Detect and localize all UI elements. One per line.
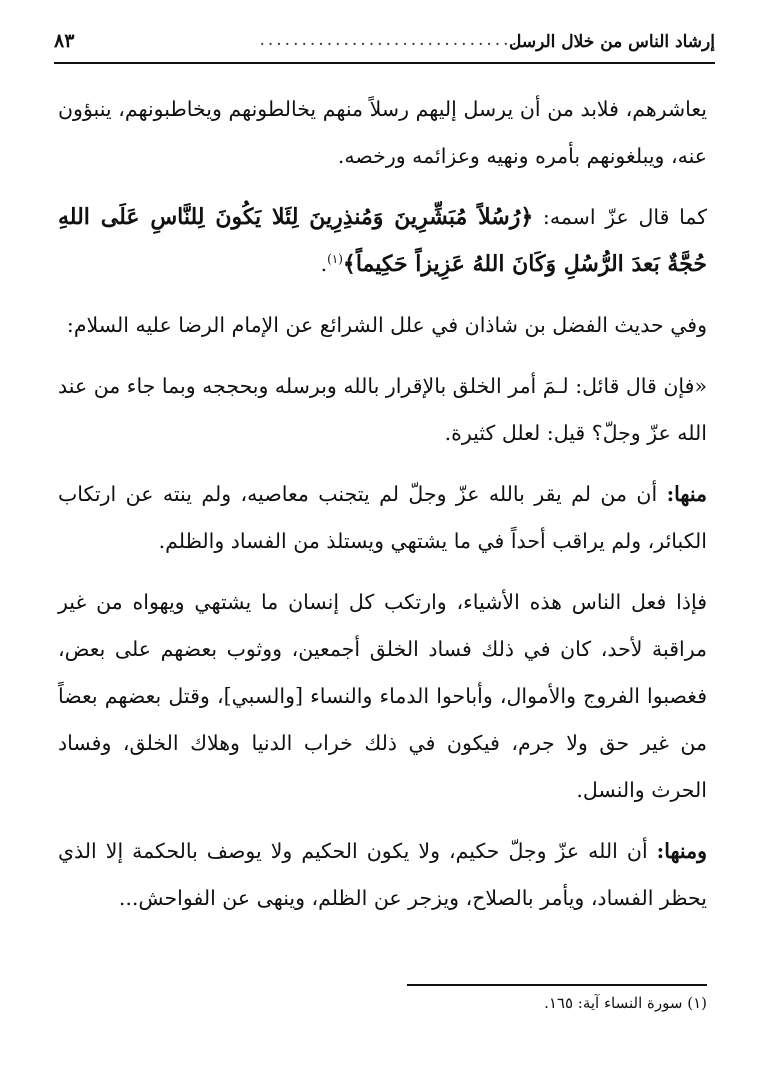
paragraph-5: [58, 471, 707, 565]
page-header: [54, 28, 715, 64]
quran-verse: ﴿رُسُلاً مُبَشِّرِينَ وَمُنذِرِينَ لِئَلا يَكُونَ لِلنَّاسِ عَلَى اللهِ حُجَّةٌ بَعدَ الرُّسُلِ وَكَانَ اللهُ عَزِيزاً حَكِيماً﴾: [58, 204, 707, 277]
paragraph-7-lead: ومنها:: [656, 839, 707, 863]
header-dots: ...............................: [259, 30, 520, 50]
footnote-divider: [407, 984, 707, 986]
running-title: إرشاد الناس من خلال الرسل: [508, 32, 715, 52]
paragraph-5-text: أن من لم يقر بالله عزّ وجلّ لم يتجنب معاصيه، ولم ينته عن ارتكاب الكبائر، ولم يراقب أحداً في ما يشتهي ويستلذ من الفساد والظلم.: [58, 482, 707, 553]
paragraph-2: [58, 194, 707, 288]
paragraph-2-end: .: [320, 252, 328, 276]
paragraph-5-lead: منها:: [666, 482, 707, 506]
page-number: ٨٣: [54, 30, 75, 52]
footnote: (١) سورة النساء آية: ١٦٥.: [544, 994, 707, 1012]
paragraph-7-text: أن الله عزّ وجلّ حكيم، ولا يكون الحكيم ولا يوصف بالحكمة إلا الذي يحظر الفساد، ويأمر بالصلاح، ويزجر عن الظلم، وينهى عن الفواحش...: [58, 839, 707, 910]
paragraph-1: يعاشرهم، فلابد من أن يرسل إليهم رسلاً منهم يخالطونهم ويخاطبونهم، ينبؤون عنه، ويبلغونهم بأمره ونهيه وعزائمه ورخصه.: [58, 97, 707, 168]
paragraph-6: فإذا فعل الناس هذه الأشياء، وارتكب كل إنسان ما يشتهي ويهواه من غير مراقبة لأحد، كان في ذلك فساد الخلق أجمعين، ووثوب بعضهم على بعض، فغصبوا الفروج والأموال، وأباحوا الدماء والنساء [والسبي]، وقتل بعضهم بعضاً من غير حق ولا جرم، فيكون في ذلك خراب الدنيا وهلاك الخلق، وفساد الحرث والنسل.: [58, 590, 707, 802]
paragraph-7: [58, 828, 707, 922]
paragraph-4: «فإن قال قائل: لـمَ أمر الخلق بالإقرار بالله وبرسله وبحججه وبما جاء من عند الله عزّ وجلّ؟ قيل: لعلل كثيرة.: [58, 374, 707, 445]
body-text: [58, 86, 707, 936]
footnote-reference: (١): [327, 252, 343, 267]
paragraph-3: وفي حديث الفضل بن شاذان في علل الشرائع عن الإمام الرضا عليه السلام:: [66, 313, 707, 337]
quote-intro: كما قال عزّ اسمه:: [533, 205, 707, 229]
